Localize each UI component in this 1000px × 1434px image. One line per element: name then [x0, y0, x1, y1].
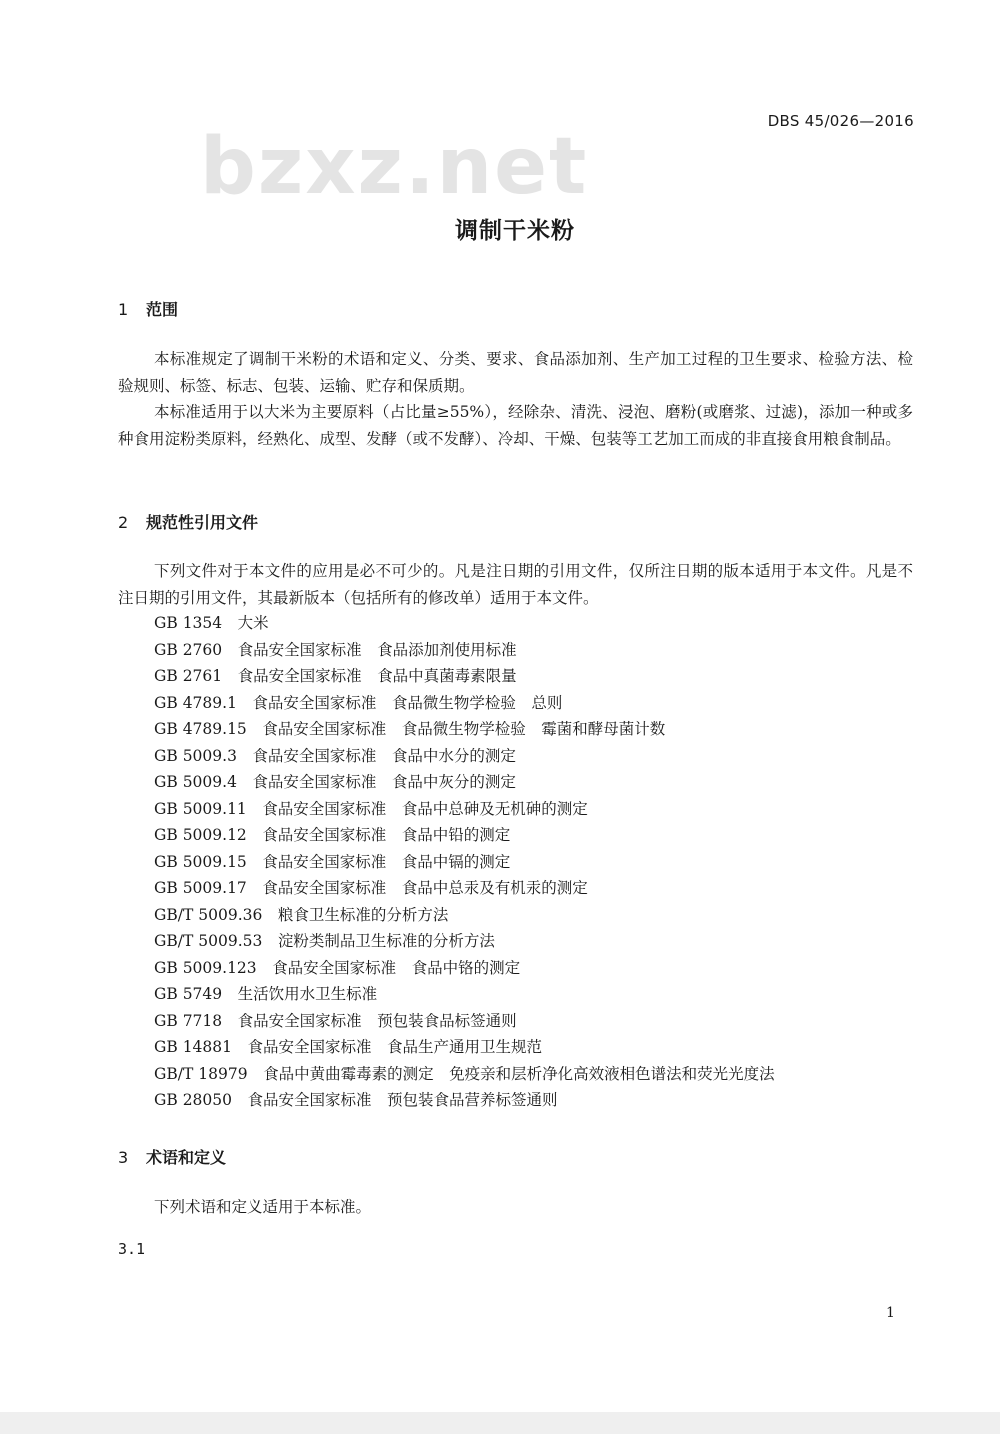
reference-item: GB 2760 食品安全国家标准 食品添加剂使用标准	[154, 640, 517, 659]
reference-item: GB 5009.4 食品安全国家标准 食品中灰分的测定	[154, 773, 516, 791]
reference-item: GB 14881 食品安全国家标准 食品生产通用卫生规范	[154, 1038, 543, 1056]
section-number: 1	[118, 300, 129, 319]
document-code: DBS 45/026—2016	[767, 112, 914, 130]
reference-item: GB 5009.15 食品安全国家标准 食品中镉的测定	[154, 852, 511, 871]
section-heading-scope	[118, 297, 178, 320]
scope-paragraph-2: 本标准适用于以大米为主要原料（占比量≥55%），经除杂、清洗、浸泡、磨粉(或磨浆、过滤)，添加一种或多种食用淀粉类原料，经熟化、成型、发酵（或不发酵）、冷却、干燥、包装等工艺加工而成的非直接食用粮食制品。	[118, 403, 913, 448]
section-number: 3	[118, 1148, 129, 1167]
reference-item: GB 4789.15 食品安全国家标准 食品微生物学检验 霉菌和酵母菌计数	[154, 720, 666, 738]
page-number: 1	[886, 1305, 895, 1321]
reference-item: GB 5749 生活饮用水卫生标准	[154, 985, 378, 1003]
reference-item: GB 2761 食品安全国家标准 食品中真菌毒素限量	[154, 667, 517, 685]
reference-item: GB 7718 食品安全国家标准 预包装食品标签通则	[154, 1011, 517, 1030]
section-number: 2	[118, 513, 129, 532]
document-title: 调制干米粉	[455, 218, 575, 244]
reference-item: GB 5009.123 食品安全国家标准 食品中铬的测定	[154, 958, 521, 977]
reference-item: GB 5009.17 食品安全国家标准 食品中总汞及有机汞的测定	[154, 879, 588, 897]
reference-item: GB 5009.11 食品安全国家标准 食品中总砷及无机砷的测定	[154, 799, 588, 818]
scope-paragraph-1: 本标准规定了调制干米粉的术语和定义、分类、要求、食品添加剂、生产加工过程的卫生要求、检验方法、检验规则、标签、标志、包装、运输、贮存和保质期。	[118, 350, 913, 395]
reference-item: GB/T 5009.53 淀粉类制品卫生标准的分析方法	[154, 932, 495, 950]
section-heading-terms	[118, 1145, 226, 1168]
section-title: 范围	[146, 300, 179, 319]
reference-item: GB 4789.1 食品安全国家标准 食品微生物学检验 总则	[154, 693, 563, 712]
reference-item: GB/T 5009.36 粮食卫生标准的分析方法	[154, 905, 449, 924]
reference-item: GB 28050 食品安全国家标准 预包装食品营养标签通则	[154, 1091, 558, 1109]
reference-item: GB/T 18979 食品中黄曲霉毒素的测定 免疫亲和层析净化高效液相色谱法和荧光光度法	[154, 1064, 775, 1083]
reference-item: GB 1354 大米	[154, 614, 269, 632]
section-title: 规范性引用文件	[146, 513, 259, 532]
section-heading-normative-references	[118, 510, 258, 533]
reference-item: GB 5009.3 食品安全国家标准 食品中水分的测定	[154, 746, 516, 765]
viewer-bottom-bar	[0, 1412, 1000, 1434]
reference-list	[154, 610, 775, 1114]
terms-intro: 下列术语和定义适用于本标准。	[154, 1198, 372, 1216]
references-intro: 下列文件对于本文件的应用是必不可少的。凡是注日期的引用文件，仅所注日期的版本适用于本文件。凡是不注日期的引用文件，其最新版本（包括所有的修改单）适用于本文件。	[118, 562, 913, 607]
section-title: 术语和定义	[146, 1148, 227, 1167]
watermark: bzxz.net	[200, 122, 589, 212]
clause-number: 3.1	[118, 1240, 146, 1258]
reference-item: GB 5009.12 食品安全国家标准 食品中铅的测定	[154, 826, 511, 844]
